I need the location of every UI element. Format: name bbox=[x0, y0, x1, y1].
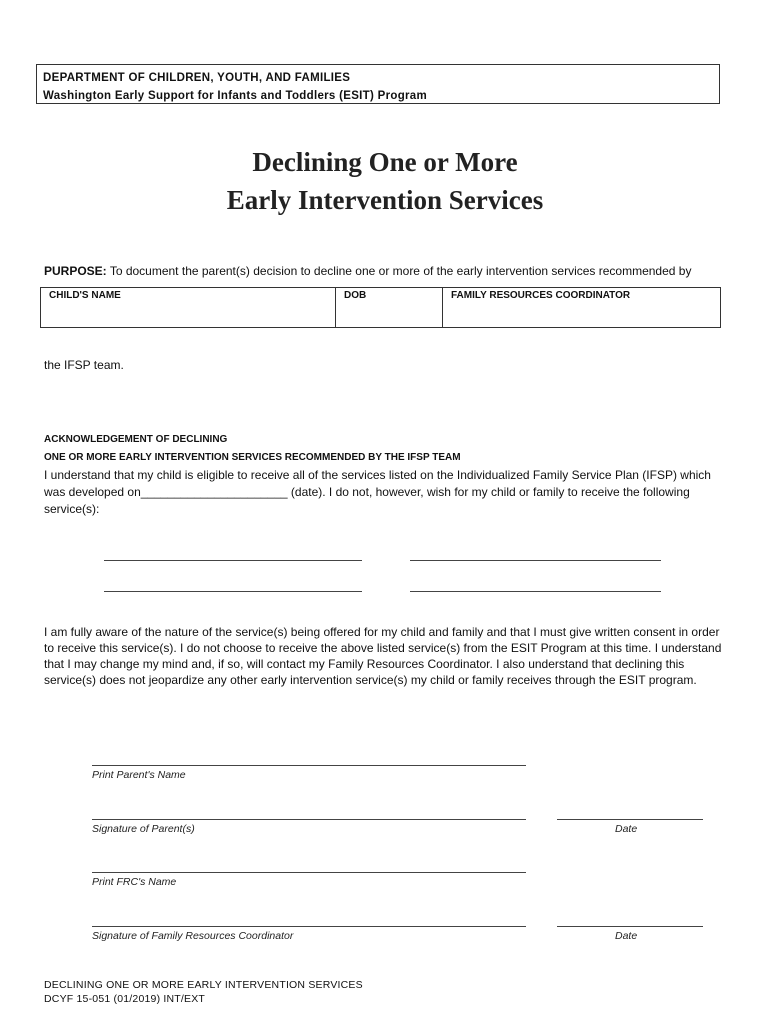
print-frc-name-line[interactable] bbox=[92, 872, 526, 873]
footer-form-title: DECLINING ONE OR MORE EARLY INTERVENTION SERVICES bbox=[44, 979, 363, 991]
service-line-2[interactable] bbox=[410, 560, 661, 561]
print-frc-name-label: Print FRC's Name bbox=[92, 876, 177, 888]
child-info-table bbox=[40, 287, 721, 328]
awareness-statement: I am fully aware of the nature of the service(s) being offered for my child and family and that I must give written consent in order to receive this service(s). I do not choose to receive the above listed service(s) from the ESIT Program at this time. I understand that I may change my mind and, if so, will contact my Family Resources Coordinator. I also understand that declining this service(s) does not jeopardize any other early intervention service(s) my child or family receives through the ESIT program. bbox=[44, 625, 722, 687]
service-line-1[interactable] bbox=[104, 560, 362, 561]
parent-signature-line[interactable] bbox=[92, 819, 526, 820]
dob-label: DOB bbox=[344, 290, 367, 301]
frc-signature-label: Signature of Family Resources Coordinator bbox=[92, 930, 294, 942]
frc-signature-line[interactable] bbox=[92, 926, 526, 927]
acknowledgement-heading-2: ONE OR MORE EARLY INTERVENTION SERVICES RECOMMENDED BY THE IFSP TEAM bbox=[44, 452, 461, 463]
purpose-continuation: the IFSP team. bbox=[44, 358, 124, 372]
parent-date-line[interactable] bbox=[557, 819, 703, 820]
dob-field[interactable] bbox=[335, 288, 442, 327]
frc-date-line[interactable] bbox=[557, 926, 703, 927]
program-name: Washington Early Support for Infants and Toddlers (ESIT) Program bbox=[43, 90, 428, 102]
purpose-label: PURPOSE: bbox=[44, 264, 107, 278]
parent-date-label: Date bbox=[615, 823, 638, 835]
print-parent-name-line[interactable] bbox=[92, 765, 526, 766]
print-parent-name-label: Print Parent's Name bbox=[92, 769, 186, 781]
frc-date-label: Date bbox=[615, 930, 638, 942]
childs-name-label: CHILD'S NAME bbox=[49, 290, 121, 301]
service-line-3[interactable] bbox=[104, 591, 362, 592]
footer-form-number: DCYF 15-051 (01/2019) INT/EXT bbox=[44, 993, 206, 1005]
department-name: DEPARTMENT OF CHILDREN, YOUTH, AND FAMILIES bbox=[43, 72, 351, 84]
title-line-1: Declining One or More bbox=[252, 147, 518, 177]
agency-header bbox=[36, 64, 720, 104]
acknowledgement-body: I understand that my child is eligible to receive all of the services listed on the Individualized Family Service Plan (IFSP) which was developed on______________________ (date). I do not, however, wish for my child or family to receive the following service(s): bbox=[44, 468, 711, 516]
purpose-text: To document the parent(s) decision to decline one or more of the early intervention services recommended by bbox=[109, 264, 692, 278]
frc-label: FAMILY RESOURCES COORDINATOR bbox=[451, 290, 631, 301]
title-line-2: Early Intervention Services bbox=[226, 185, 544, 215]
purpose-statement bbox=[44, 264, 691, 278]
form-title bbox=[0, 143, 770, 219]
service-line-4[interactable] bbox=[410, 591, 661, 592]
acknowledgement-heading-1: ACKNOWLEDGEMENT OF DECLINING bbox=[44, 434, 228, 445]
frc-field[interactable] bbox=[442, 288, 720, 327]
parent-signature-label: Signature of Parent(s) bbox=[92, 823, 195, 835]
childs-name-field[interactable] bbox=[41, 288, 335, 327]
